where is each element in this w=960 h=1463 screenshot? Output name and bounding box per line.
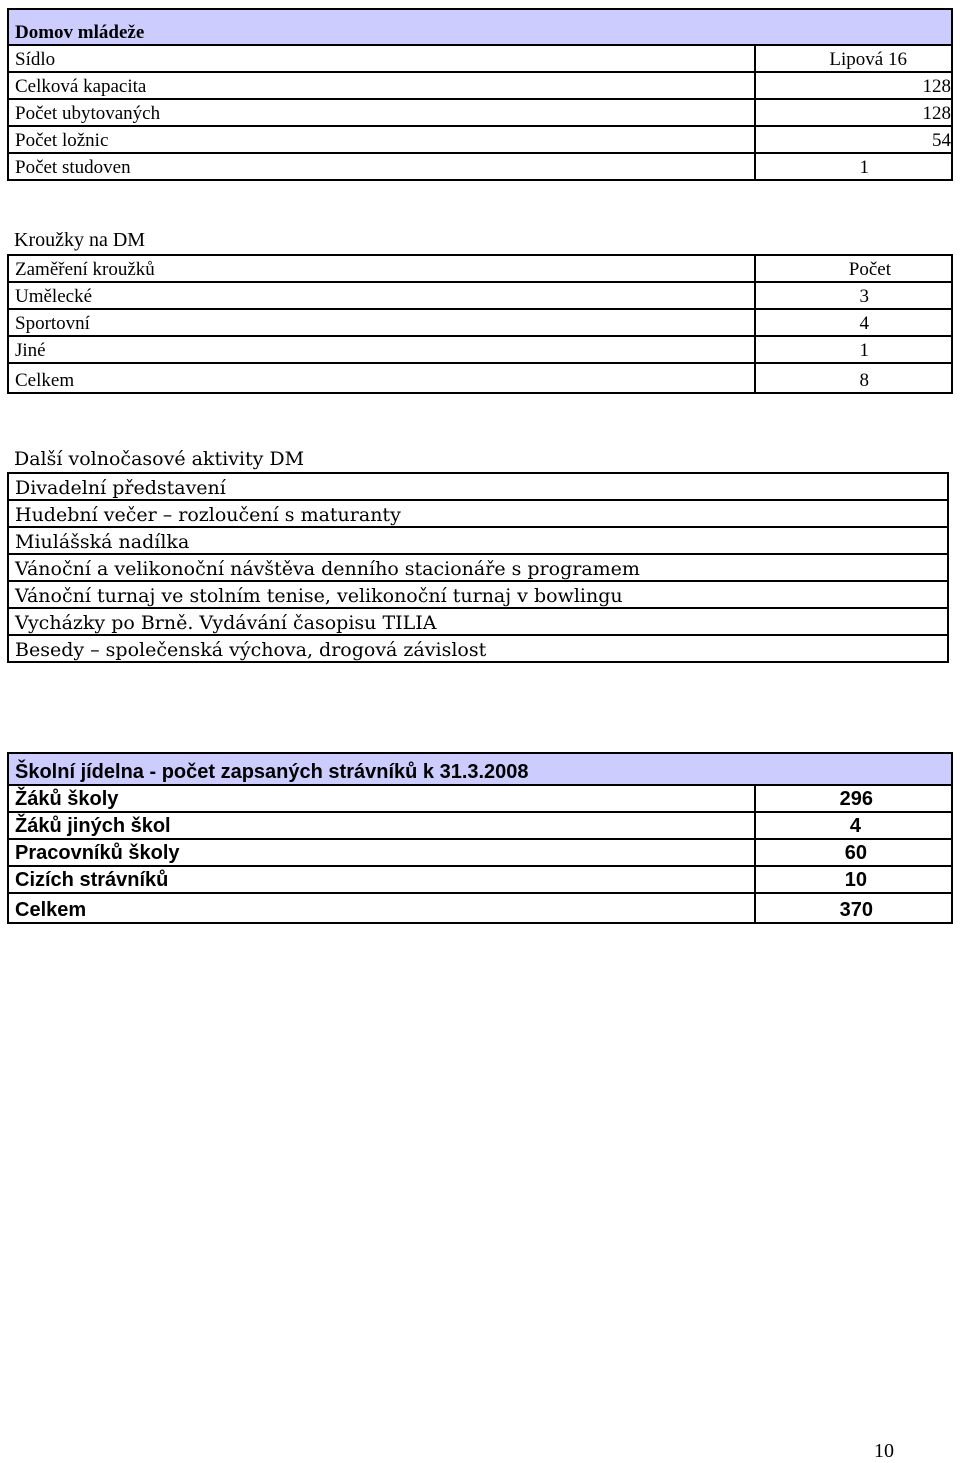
activity-text: Hudební večer – rozloučení s maturanty: [8, 500, 948, 527]
row-value: 370: [755, 893, 952, 923]
activity-text: Divadelní představení: [8, 473, 948, 500]
row-label: Celkem: [8, 893, 755, 923]
activity-text: Vánoční a velikonoční návštěva denního stacionáře s programem: [8, 554, 948, 581]
row-label: Počet ubytovaných: [8, 99, 755, 126]
domov-table: [7, 8, 953, 181]
aktivity-title: Další volnočasové aktivity DM: [14, 448, 305, 470]
row-label: Umělecké: [8, 282, 755, 309]
table-row: [8, 893, 952, 923]
table-header-row: [8, 255, 952, 282]
row-label: Cizích strávníků: [8, 866, 755, 893]
aktivity-table: [7, 472, 949, 663]
header-label: Zaměření kroužků: [8, 255, 755, 282]
row-value: 128: [755, 72, 952, 99]
row-label: Jiné: [8, 336, 755, 363]
table-row: [8, 282, 952, 309]
table-row: [8, 99, 952, 126]
table-row: [8, 336, 952, 363]
list-item: [8, 554, 948, 581]
activity-text: Vycházky po Brně. Vydávání časopisu TILIA: [8, 608, 948, 635]
table-row: [8, 363, 952, 393]
table-row: [8, 812, 952, 839]
table-row: [8, 153, 952, 180]
table-row: [8, 309, 952, 336]
row-label: Pracovníků školy: [8, 839, 755, 866]
jidelna-title-row: [8, 753, 952, 785]
krouzky-table: [7, 254, 953, 394]
header-value: Počet: [755, 255, 952, 282]
row-value: 1: [755, 336, 952, 363]
table-row: [8, 45, 952, 72]
table-row: [8, 72, 952, 99]
krouzky-title: Kroužky na DM: [14, 229, 146, 251]
list-item: [8, 527, 948, 554]
activity-text: Besedy – společenská výchova, drogová závislost: [8, 635, 948, 662]
row-label: Celkem: [8, 363, 755, 393]
table-row: [8, 839, 952, 866]
row-label: Sídlo: [8, 45, 755, 72]
row-label: Žáků jiných škol: [8, 812, 755, 839]
list-item: [8, 473, 948, 500]
jidelna-title: Školní jídelna - počet zapsaných strávníků k 31.3.2008: [8, 753, 952, 785]
page-number: 10: [874, 1440, 894, 1462]
row-label: Celková kapacita: [8, 72, 755, 99]
table-row: [8, 866, 952, 893]
list-item: [8, 500, 948, 527]
row-value: Lipová 16: [755, 45, 952, 72]
table-row: [8, 126, 952, 153]
row-value: 3: [755, 282, 952, 309]
domov-title-row: [8, 9, 952, 45]
row-label: Žáků školy: [8, 785, 755, 812]
row-value: 4: [755, 812, 952, 839]
activity-text: Miulášská nadílka: [8, 527, 948, 554]
jidelna-table: [7, 752, 953, 924]
row-value: 296: [755, 785, 952, 812]
row-value: 60: [755, 839, 952, 866]
list-item: [8, 635, 948, 662]
row-label: Sportovní: [8, 309, 755, 336]
activity-text: Vánoční turnaj ve stolním tenise, velikonoční turnaj v bowlingu: [8, 581, 948, 608]
row-value: 10: [755, 866, 952, 893]
row-value: 4: [755, 309, 952, 336]
row-value: 8: [755, 363, 952, 393]
domov-title: Domov mládeže: [8, 9, 952, 45]
row-value: 54: [755, 126, 952, 153]
row-label: Počet ložnic: [8, 126, 755, 153]
row-value: 1: [755, 153, 952, 180]
row-label: Počet studoven: [8, 153, 755, 180]
list-item: [8, 608, 948, 635]
list-item: [8, 581, 948, 608]
row-value: 128: [755, 99, 952, 126]
table-row: [8, 785, 952, 812]
